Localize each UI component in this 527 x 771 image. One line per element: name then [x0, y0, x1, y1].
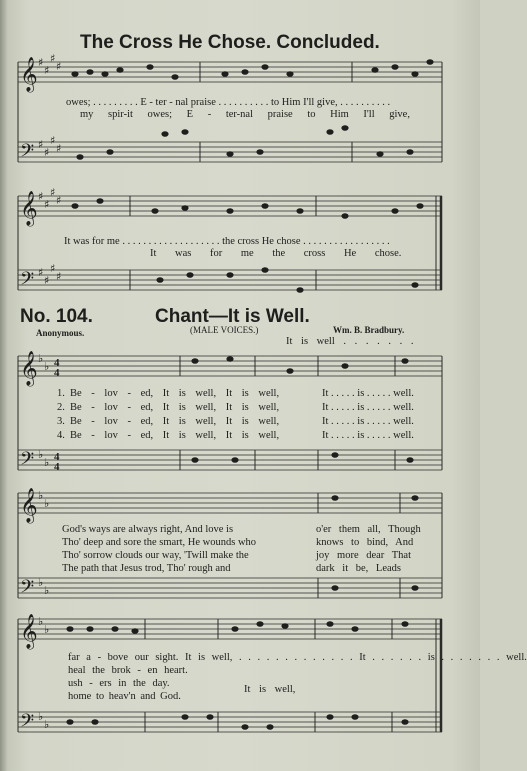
lyric-line: It was for me the cross He chose.	[150, 248, 402, 259]
svg-text:♯: ♯	[44, 274, 50, 287]
svg-text:♯: ♯	[38, 266, 44, 279]
verse-text: God's ways are always right, And love is	[62, 524, 234, 535]
bass-clef-icon: 𝄢	[20, 577, 35, 602]
svg-text:♯: ♯	[50, 134, 56, 147]
svg-text:♯: ♯	[44, 64, 50, 77]
svg-text:♯: ♯	[38, 190, 44, 203]
staff-5-treble	[18, 619, 442, 639]
verse-text: knows to bind, And	[316, 537, 414, 548]
svg-text:♯: ♯	[44, 146, 50, 159]
staff-4-bass	[18, 578, 442, 598]
lyric-line: owes; . . . . . . . . . E - ter - nal praise . . . . . . . . . . to Him I'll give, . . . . . . . . . .	[66, 97, 391, 108]
bass-lyric: It is well,	[244, 684, 296, 695]
svg-text:♭: ♭	[38, 710, 44, 723]
staff-5-bass	[18, 712, 442, 732]
svg-text:♭: ♭	[38, 615, 44, 628]
verse-text: ush - ers in the day.	[68, 678, 170, 689]
staff-3-bass	[18, 450, 442, 470]
staff-4-treble	[18, 493, 442, 513]
svg-text:♭: ♭	[44, 497, 50, 510]
page-title: The Cross He Chose. Concluded.	[80, 32, 380, 53]
lyric-line: my spir-it owes; E - ter-nal praise to Him I'll give,	[80, 109, 410, 120]
treble-clef-icon: 𝄞	[20, 57, 38, 92]
svg-text:♯: ♯	[56, 194, 62, 207]
lyricist-credit: Anonymous.	[36, 328, 85, 338]
verse-text: Be - lov - ed, It is well, It is well,	[70, 402, 280, 413]
verse-number: 1.	[57, 388, 65, 399]
verse-text: Be - lov - ed, It is well, It is well,	[70, 416, 280, 427]
verse-text: dark it be, Leads	[316, 563, 401, 574]
svg-text:4: 4	[54, 367, 60, 379]
verse-text: Tho' sorrow clouds our way, 'Twill make the	[62, 550, 249, 561]
bass-clef-icon: 𝄢	[20, 711, 35, 736]
verse-text: The path that Jesus trod, Tho' rough and	[62, 563, 231, 574]
verse-text: Be - lov - ed, It is well, It is well,	[70, 388, 280, 399]
tenor-lyric: It is well . . . . . . .	[286, 336, 414, 347]
svg-text:♯: ♯	[56, 60, 62, 73]
treble-clef-icon: 𝄞	[20, 614, 38, 649]
staff-1-treble	[18, 62, 442, 82]
svg-text:♯: ♯	[38, 56, 44, 69]
verse-number: 4.	[57, 430, 65, 441]
bass-clef-icon: 𝄢	[20, 449, 35, 474]
hymn-number: No. 104.	[20, 306, 93, 327]
verse-ending: It . . . . . is . . . . . well.	[322, 402, 414, 413]
verse-text: far a - bove our sight. It is well, . . . . . . . . . . . . . It . . . . . . is . . . . . . . well.	[68, 652, 527, 663]
verse-text: joy more dear That	[316, 550, 411, 561]
treble-clef-icon: 𝄞	[20, 488, 38, 523]
svg-text:♯: ♯	[50, 262, 56, 275]
verse-number: 2.	[57, 402, 65, 413]
voices-note: (MALE VOICES.)	[190, 325, 259, 335]
verse-ending: It . . . . . is . . . . . well.	[322, 388, 414, 399]
svg-text:♯: ♯	[38, 138, 44, 151]
svg-text:♯: ♯	[56, 270, 62, 283]
svg-text:♭: ♭	[44, 623, 50, 636]
time-signature-4-4	[54, 357, 60, 473]
clefs-and-signatures	[20, 52, 61, 736]
svg-text:♯: ♯	[44, 198, 50, 211]
svg-text:♯: ♯	[50, 52, 56, 65]
bass-clef-icon: 𝄢	[20, 141, 35, 166]
svg-text:♭: ♭	[38, 576, 44, 589]
bass-clef-icon: 𝄢	[20, 269, 35, 294]
svg-text:4: 4	[54, 357, 60, 369]
treble-clef-icon: 𝄞	[20, 191, 38, 226]
svg-text:♭: ♭	[38, 489, 44, 502]
svg-text:♭: ♭	[44, 584, 50, 597]
svg-text:♭: ♭	[44, 360, 50, 373]
svg-text:4: 4	[54, 461, 60, 473]
flat-key-signature	[38, 352, 49, 731]
verse-ending: It . . . . . is . . . . . well.	[322, 416, 414, 427]
svg-text:♭: ♭	[38, 352, 44, 365]
svg-text:4: 4	[54, 451, 60, 463]
svg-text:♭: ♭	[44, 456, 50, 469]
svg-text:♯: ♯	[50, 186, 56, 199]
verse-text: Tho' deep and sore the smart, He wounds who	[62, 537, 257, 548]
verse-number: 3.	[57, 416, 65, 427]
verse-text: home to heav'n and God.	[68, 691, 181, 702]
svg-text:♯: ♯	[56, 142, 62, 155]
verse-ending: It . . . . . is . . . . . well.	[322, 430, 414, 441]
lyric-line: It was for me . . . . . . . . . . . . . . . . . . . the cross He chose . . . . . . . . . . . . . . . . .	[64, 236, 390, 247]
treble-clef-icon: 𝄞	[20, 351, 38, 386]
hymn-title: Chant—It is Well.	[155, 306, 310, 327]
svg-text:♭: ♭	[38, 448, 44, 461]
sharp-key-signature	[38, 52, 61, 287]
composer-credit: Wm. B. Bradbury.	[333, 325, 405, 335]
verse-text: Be - lov - ed, It is well, It is well,	[70, 430, 280, 441]
verse-text: heal the brok - en heart.	[68, 665, 188, 676]
svg-text:♭: ♭	[44, 718, 50, 731]
verse-text: o'er them all, Though	[316, 524, 421, 535]
